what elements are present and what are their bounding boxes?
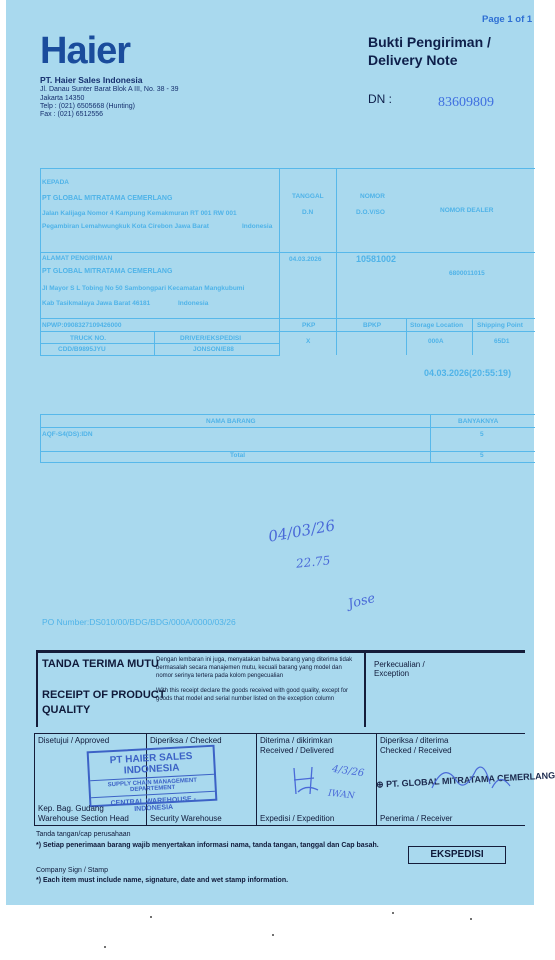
warehouse-head-label: Warehouse Section Head	[38, 814, 129, 823]
alamat-address-1: Jl Mayor S L Tobing No 50 Sambongpari Kecamatan Mangkubumi	[42, 285, 245, 292]
nomor-dealer-label: NOMOR DEALER	[440, 207, 494, 214]
kepada-address-1: Jalan Kalijaga Nomor 4 Kampung Kemakmuran RT 001 RW 001	[42, 210, 237, 217]
company-name: PT. Haier Sales Indonesia	[40, 75, 143, 85]
stamp-company: PT HAIER SALES INDONESIA	[109, 750, 193, 777]
ekspedisi-label: EKSPEDISI	[408, 846, 506, 864]
note-en: *) Each item must include name, signature, date and wet stamp information.	[36, 877, 289, 884]
receiver-stamp-text: PT. GLOBAL MITRATAMA CEMERLANG	[385, 770, 555, 790]
kepada-address-2: Pegambiran Lemahwungkuk Kota Cirebon Jawa Barat	[42, 223, 209, 230]
stamp-warehouse: CENTRAL WAREHOUSE - INDONESIA	[91, 791, 216, 815]
receipt-title-en	[42, 688, 165, 718]
document-title-en: Delivery Note	[368, 52, 458, 68]
expedition-signature-mark	[288, 764, 328, 798]
print-timestamp: 04.03.2026(20:55:19)	[424, 368, 512, 378]
company-address-1: Jl. Danau Sunter Barat Blok A III, No. 38 - 39	[40, 86, 179, 93]
nomor-sub: D.O.V/SO	[356, 209, 385, 216]
shipping-point: 65D1	[494, 338, 510, 345]
checked-label: Diperiksa / Checked	[150, 736, 222, 745]
exception-label: Perkecualian / Exception	[374, 660, 425, 678]
receiver-signature-mark	[426, 758, 516, 802]
storage-location-label: Storage Location	[410, 322, 464, 329]
driver-label: DRIVER/EKSPEDISI	[180, 335, 242, 342]
receipt-title-en-2: QUALITY	[42, 704, 91, 716]
received-delivered-label-1: Diterima / dikirimkan	[260, 736, 333, 745]
speck	[392, 912, 394, 914]
alamat-name: PT GLOBAL MITRATAMA CEMERLANG	[42, 268, 173, 275]
truck-number: CDD/B9895JYU	[58, 346, 106, 353]
document-title	[368, 33, 491, 69]
checked-received-label-1: Diperiksa / diterima	[380, 736, 449, 745]
po-number: PO Number:DS010/00/BDG/BDG/000A/0000/03/26	[42, 617, 236, 627]
pkp-value: X	[306, 338, 311, 345]
kepada-country: Indonesia	[242, 223, 273, 230]
company-sign-en: Company Sign / Stamp	[36, 867, 108, 874]
receipt-text-en: With this receipt declare the goods received with good quality, except for goods that model and serial number listed on the exception column	[156, 688, 348, 702]
bpkp-label: BPKP	[363, 322, 382, 329]
security-label: Security Warehouse	[150, 814, 222, 823]
driver-name: JONSON/E88	[193, 346, 234, 353]
storage-location: 000A	[428, 338, 444, 345]
speck	[150, 916, 152, 918]
shipping-point-label: Shipping Point	[477, 322, 523, 329]
alamat-address-2: Kab Tasikmalaya Jawa Barat 46181	[42, 300, 151, 307]
speck	[272, 934, 274, 936]
item-name: AQF-S4(DS):IDN	[42, 431, 93, 438]
dn-label: DN :	[368, 92, 392, 106]
item-qty: 5	[480, 431, 484, 438]
document-title-id: Bukti Pengiriman /	[368, 34, 491, 50]
kep-bag-label: Kep. Bag. Gudang	[38, 804, 104, 813]
do-number: 10581002	[356, 254, 397, 264]
receipt-text-id: Dengan lembaran ini juga, menyatakan bahwa barang yang diterima tidak bermasalah secara manajemen mutu, kecuali barang yang model dan nomor serinya tertera pada kolom pengecualian	[156, 657, 353, 679]
total-label: Total	[230, 452, 246, 459]
handwritten-date: 04/03/26	[266, 516, 337, 546]
company-sign-id: Tanda tangan/cap perusahaan	[36, 831, 131, 838]
haier-logo: Haier	[40, 30, 131, 72]
alamat-country: Indonesia	[178, 300, 209, 307]
received-delivered-label-2: Received / Delivered	[260, 746, 334, 755]
receiver-stamp-icon: ⊕	[375, 779, 384, 790]
receipt-title-en-1: RECEIPT OF PRODUCT	[42, 689, 166, 701]
stamp-dept: SUPPLY CHAIN MANAGEMENT DEPARTEMENT	[90, 774, 215, 795]
expedition-note: 4/3/26	[331, 763, 365, 780]
alamat-label: ALAMAT PENGIRIMAN	[42, 255, 113, 262]
page-number: Page 1 of 1	[482, 14, 533, 25]
pkp-label: PKP	[302, 322, 316, 329]
handwritten-initials: Jose	[346, 590, 377, 613]
kepada-label: KEPADA	[42, 179, 69, 186]
dealer-number: 6800011015	[449, 270, 485, 277]
kepada-name: PT GLOBAL MITRATAMA CEMERLANG	[42, 195, 173, 202]
receipt-title-id: TANDA TERIMA MUTU	[42, 658, 159, 670]
expedition-label: Expedisi / Expedition	[260, 814, 335, 823]
checked-received-label-2: Checked / Received	[380, 746, 452, 755]
col-nama-barang: NAMA BARANG	[206, 418, 256, 425]
company-fax: Fax : (021) 6512556	[40, 111, 104, 118]
speck	[470, 918, 472, 920]
receiver-label: Penerima / Receiver	[380, 814, 453, 823]
truck-label: TRUCK NO.	[70, 335, 107, 342]
npwp: NPWP:0908327109426000	[42, 322, 122, 329]
handwritten-time: 22.75	[295, 553, 331, 571]
haier-warehouse-stamp	[87, 745, 218, 813]
tanggal-label: TANGGAL	[292, 193, 324, 200]
nomor-label: NOMOR	[360, 193, 385, 200]
tanggal-sub: D.N	[302, 209, 314, 216]
col-banyaknya: BANYAKNYA	[458, 418, 499, 425]
dn-number: 83609809	[438, 95, 494, 110]
company-phone: Telp : (021) 6505668 (Hunting)	[40, 103, 135, 110]
note-id: *) Setiap penerimaan barang wajib menyertakan informasi nama, tanda tangan, tanggal dan Cap basah.	[36, 842, 379, 849]
total-qty: 5	[480, 452, 484, 459]
dn-date: 04.03.2026	[289, 256, 322, 263]
delivery-note-page	[6, 0, 555, 905]
speck	[104, 946, 106, 948]
company-address-2: Jakarta 14350	[40, 95, 85, 102]
approved-label: Disetujui / Approved	[38, 736, 110, 745]
expedition-name: IWAN	[327, 788, 356, 802]
